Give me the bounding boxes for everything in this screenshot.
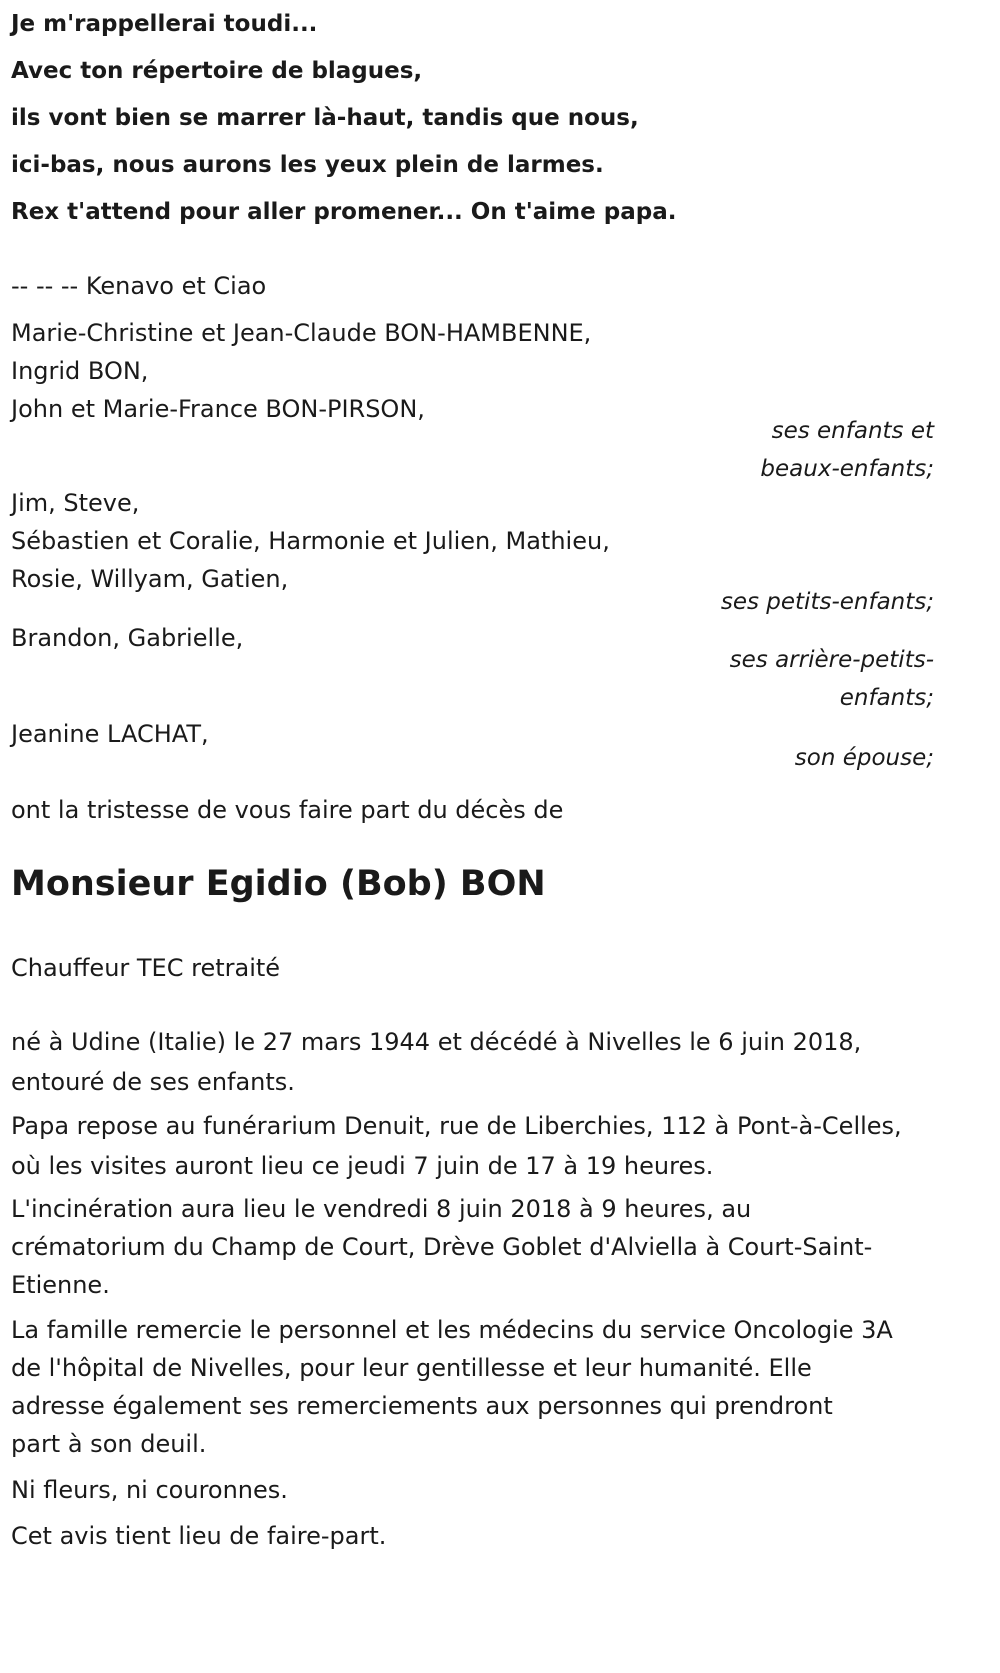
poem-line: Je m'rappellerai toudi... xyxy=(11,11,318,37)
paragraph-line: Cet avis tient lieu de faire-part. xyxy=(11,1522,387,1550)
family-line: John et Marie-France BON-PIRSON, xyxy=(11,395,425,423)
family-line: Marie-Christine et Jean-Claude BON-HAMBENNE, xyxy=(11,319,592,347)
paragraph-line: part à son deuil. xyxy=(11,1430,207,1458)
family-line: Jeanine LACHAT, xyxy=(11,720,209,748)
role-children xyxy=(760,412,934,488)
family-line: Rosie, Willyam, Gatien, xyxy=(11,565,289,593)
paragraph-line: crématorium du Champ de Court, Drève Goblet d'Alviella à Court-Saint- xyxy=(11,1233,873,1261)
role-spouse xyxy=(795,739,934,777)
paragraph-line: né à Udine (Italie) le 27 mars 1944 et décédé à Nivelles le 6 juin 2018, xyxy=(11,1028,862,1056)
role-line: beaux-enfants; xyxy=(760,456,934,482)
occupation: Chauffeur TEC retraité xyxy=(11,954,281,982)
role-line: ses petits-enfants; xyxy=(720,589,934,615)
paragraph-line: Ni fleurs, ni couronnes. xyxy=(11,1476,288,1504)
deceased-name: Monsieur Egidio (Bob) BON xyxy=(11,864,546,904)
family-spouse xyxy=(11,715,209,753)
paragraph-line: de l'hôpital de Nivelles, pour leur gentillesse et leur humanité. Elle xyxy=(11,1354,812,1382)
paragraph-closing xyxy=(11,1516,386,1556)
paragraph-visitation xyxy=(11,1106,902,1186)
role-line: enfants; xyxy=(839,685,934,711)
family-line: Sébastien et Coralie, Harmonie et Julien, Mathieu, xyxy=(11,527,610,555)
paragraph-line: Papa repose au funérarium Denuit, rue de Liberchies, 112 à Pont-à-Celles, xyxy=(11,1112,902,1140)
family-line: Brandon, Gabrielle, xyxy=(11,624,244,652)
poem-line: ils vont bien se marrer là-haut, tandis que nous, xyxy=(11,105,639,131)
paragraph-line: L'incinération aura lieu le vendredi 8 juin 2018 à 9 heures, au xyxy=(11,1195,752,1223)
paragraph-line: adresse également ses remerciements aux personnes qui prendront xyxy=(11,1392,833,1420)
farewell-line: -- -- -- Kenavo et Ciao xyxy=(11,272,267,300)
poem-line: Avec ton répertoire de blagues, xyxy=(11,58,423,84)
paragraph-line: entouré de ses enfants. xyxy=(11,1068,295,1096)
paragraph-line: Etienne. xyxy=(11,1271,110,1299)
role-great-grandchildren xyxy=(730,641,934,717)
paragraph-no-flowers xyxy=(11,1470,288,1510)
role-line: ses arrière-petits- xyxy=(729,647,934,673)
poem-line: ici-bas, nous aurons les yeux plein de larmes. xyxy=(11,152,604,178)
paragraph-thanks xyxy=(11,1311,893,1463)
announcement-line: ont la tristesse de vous faire part du décès de xyxy=(11,796,564,824)
paragraph-birth-death xyxy=(11,1022,861,1102)
paragraph-cremation xyxy=(11,1190,872,1304)
role-grandchildren xyxy=(721,583,934,621)
poem-line: Rex t'attend pour aller promener... On t'aime papa. xyxy=(11,199,677,225)
family-children xyxy=(11,314,591,428)
role-line: ses enfants et xyxy=(771,418,934,444)
family-great-grandchildren xyxy=(11,619,243,657)
poem-block xyxy=(11,1,676,236)
role-line: son épouse; xyxy=(794,745,934,771)
family-line: Jim, Steve, xyxy=(11,489,140,517)
family-line: Ingrid BON, xyxy=(11,357,149,385)
family-grandchildren xyxy=(11,484,610,598)
paragraph-line: La famille remercie le personnel et les médecins du service Oncologie 3A xyxy=(11,1316,893,1344)
paragraph-line: où les visites auront lieu ce jeudi 7 juin de 17 à 19 heures. xyxy=(11,1152,714,1180)
